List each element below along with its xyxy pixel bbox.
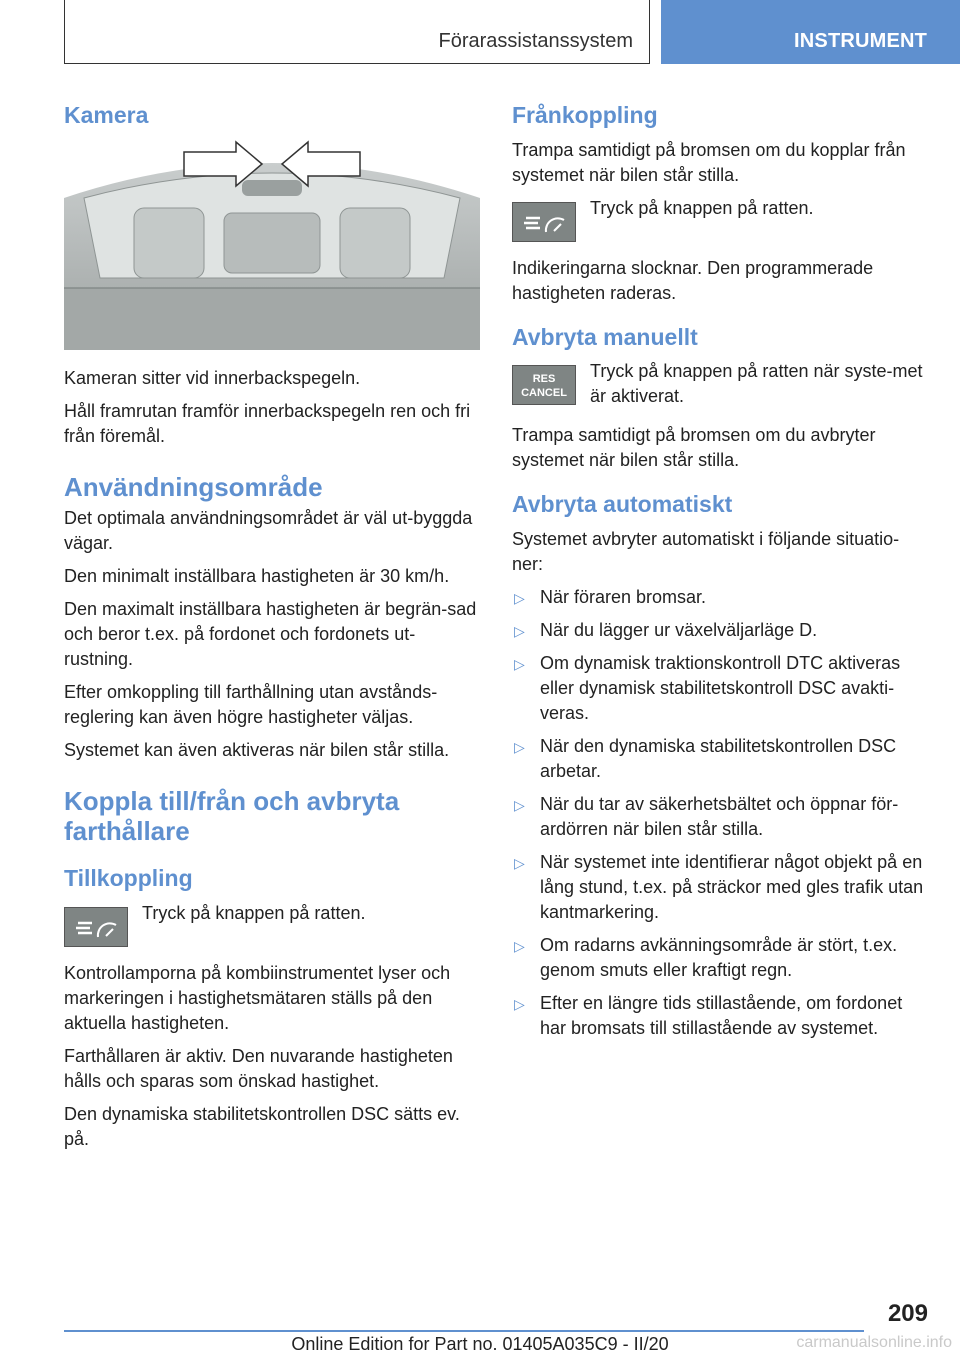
footer-divider (64, 1330, 864, 1332)
list-item (512, 618, 930, 643)
triangle-bullet-icon: ▷ (514, 937, 525, 954)
fran-text-2: Indikeringarna slocknar. Den programmerade hastigheten raderas. (512, 257, 874, 303)
triangle-bullet-icon: ▷ (514, 589, 525, 606)
list-item-text: När den dynamiska stabilitetskontrollen DSC arbetar. (540, 735, 897, 781)
list-item (512, 850, 930, 925)
watermark: carmanualsonline.info (796, 1334, 952, 1351)
list-item (512, 991, 930, 1041)
res-label: RES (532, 373, 556, 386)
list-item (512, 651, 930, 726)
kamera-text-2: Håll framrutan framför innerbackspegeln ren och fri från föremål. (64, 400, 471, 446)
list-item-text: När systemet inte identifierar något objekt på en lång stund, t.ex. på sträckor med gles trafik utan kantmarkering. (540, 851, 924, 922)
header-section-title: Förarassistanssystem (438, 30, 633, 52)
heading-frankoppling: Frånkoppling (512, 102, 658, 128)
header-section-box (64, 0, 650, 64)
header-chapter-tab (661, 0, 960, 64)
tillkoppling-button-text: Tryck på knappen på ratten. (142, 902, 366, 923)
list-item-text: När du lägger ur växelväljarläge D. (540, 619, 818, 640)
triangle-bullet-icon: ▷ (514, 738, 525, 755)
triangle-bullet-icon: ▷ (514, 995, 525, 1012)
till-text-1: Kontrollamporna på kombiinstrumentet lyser och markeringen i hastighetsmätaren ställs på den aktuella hastigheten. (64, 962, 451, 1033)
footer-edition: Online Edition for Part no. 01405A035C9 - II/20 (291, 1334, 669, 1354)
right-column (512, 102, 930, 1049)
cancel-label: CANCEL (521, 387, 567, 400)
till-text-2: Farthållaren är aktiv. Den nuvarande hastigheten hålls och sparas som önskad hastighet. (64, 1045, 453, 1091)
list-item-text: Om dynamisk traktionskontroll DTC aktiveras eller dynamisk stabilitetskontroll DSC avakti-veras. (540, 652, 901, 723)
heading-tillkoppling: Tillkoppling (64, 865, 193, 892)
heading-avbryta-manuellt: Avbryta manuellt (512, 323, 698, 350)
list-item (512, 933, 930, 983)
frankoppling-button-text: Tryck på knappen på ratten. (590, 197, 814, 218)
kamera-text-1: Kameran sitter vid innerbackspegeln. (64, 367, 361, 388)
list-item (512, 792, 930, 842)
anv-text-5: Systemet kan även aktiveras när bilen står stilla. (64, 740, 450, 761)
res-cancel-button-icon (512, 365, 576, 405)
heading-avbryta-automatiskt: Avbryta automatiskt (512, 491, 733, 518)
man-text-1: Trampa samtidigt på bromsen om du avbryter systemet när bilen står stilla. (512, 425, 876, 471)
heading-kamera: Kamera (64, 102, 149, 128)
list-item (512, 734, 930, 784)
res-cancel-button-row (512, 359, 930, 409)
list-item-text: När du tar av säkerhetsbältet och öppnar för-ardörren när bilen står stilla. (540, 793, 899, 839)
cruise-control-button-icon (512, 202, 576, 242)
frankoppling-button-row (512, 196, 930, 242)
auto-text-1: Systemet avbryter automatiskt i följande situatio-ner: (512, 528, 900, 574)
anv-text-1: Det optimala användningsområdet är väl ut-byggda vägar. (64, 508, 473, 554)
anv-text-3: Den maximalt inställbara hastigheten är begrän-sad och beror t.ex. på fordonet och fordonets ut-rustning. (64, 599, 477, 670)
list-item (512, 585, 930, 610)
list-item-text: Om radarns avkänningsområde är stört, t.ex. genom smuts eller kraftigt regn. (540, 934, 898, 980)
list-item-text: När föraren bromsar. (540, 586, 707, 607)
triangle-bullet-icon: ▷ (514, 854, 525, 871)
anv-text-4: Efter omkoppling till farthållning utan avstånds-reglering kan även högre hastigheter väljas. (64, 682, 438, 728)
cruise-control-button-icon (64, 907, 128, 947)
header-chapter-label: INSTRUMENT (794, 30, 928, 52)
triangle-bullet-icon: ▷ (514, 622, 525, 639)
auto-cancel-list (512, 585, 930, 1041)
res-cancel-button-text: Tryck på knappen på ratten när syste-met är aktiverat. (590, 361, 923, 407)
page-number: 209 (887, 1300, 928, 1327)
triangle-bullet-icon: ▷ (514, 655, 525, 672)
left-column (64, 102, 480, 1160)
fran-text-1: Trampa samtidigt på bromsen om du kopplar från systemet när bilen står stilla. (512, 139, 906, 185)
heading-koppla: Koppla till/från och avbryta farthållare (64, 786, 400, 847)
tillkoppling-button-row (64, 901, 480, 947)
heading-anvandningsomrade: Användningsområde (64, 471, 323, 502)
anv-text-2: Den minimalt inställbara hastigheten är 30 km/h. (64, 566, 450, 587)
till-text-3: Den dynamiska stabilitetskontrollen DSC sätts ev. på. (64, 1103, 460, 1149)
camera-location-photo (64, 138, 480, 350)
list-item-text: Efter en längre tids stillastående, om fordonet har bromsats till stillastående av systemet. (540, 992, 903, 1038)
triangle-bullet-icon: ▷ (514, 796, 525, 813)
